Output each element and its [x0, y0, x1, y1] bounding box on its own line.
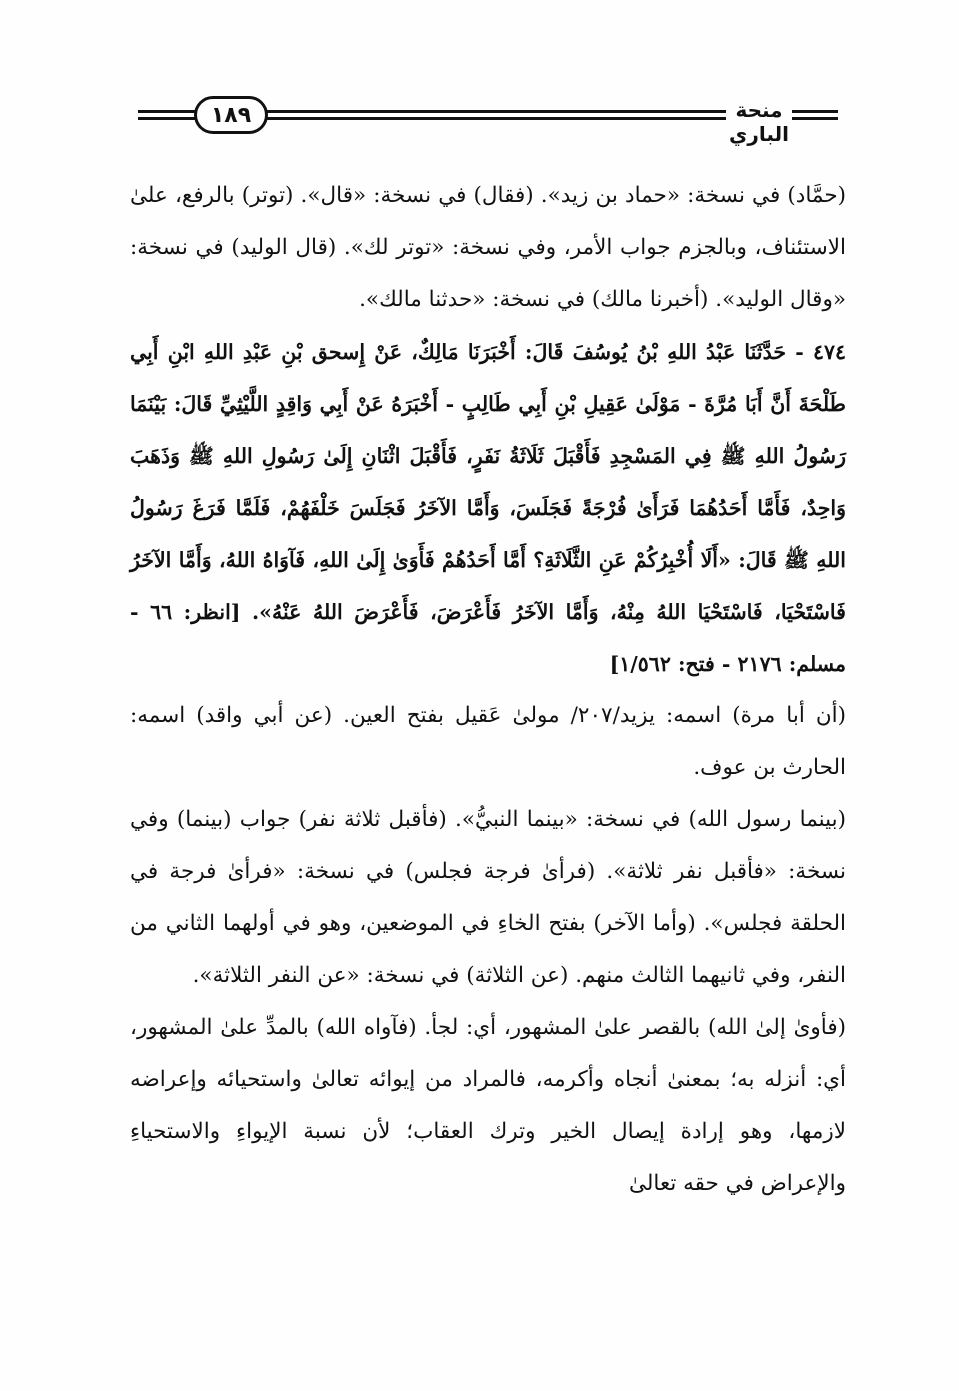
page-header — [138, 92, 838, 146]
page-number-badge — [194, 96, 268, 134]
paragraph-notes-3: (بينما رسول الله) في نسخة: «بينما النبيُّ». (فأقبل ثلاثة نفر) جواب (بينما) وفي نسخة: «فأقبل نفر ثلاثة». (فرأىٰ فرجة فجلس) في نسخة: «فرأىٰ فرجة في الحلقة فجلس». (وأما الآخر) بفتح الخاءِ في الموضعين، وهو في أولهما الثاني من النفر، وفي ثانيهما الثالث منهم. (عن الثلاثة) في نسخة: «عن النفر الثلاثة». — [130, 807, 846, 988]
header-rule-middle — [264, 110, 576, 120]
page-number: ١٨٩ — [210, 102, 252, 128]
header-rule-short — [792, 110, 838, 120]
page-body — [130, 170, 846, 1210]
paragraph-notes-1: (حمَّاد) في نسخة: «حماد بن زيد». (فقال) في نسخة: «قال». (توتر) بالرفع، علىٰ الاستئناف، وبالجزم جواب الأمر، وفي نسخة: «توتر لك». (قال الوليد) في نسخة: «وقال الوليد». (أخبرنا مالك) في نسخة: «حدثنا مالك». — [130, 183, 846, 312]
paragraph-notes-4: (فأوىٰ إلىٰ الله) بالقصر علىٰ المشهور، أي: لجأ. (فآواه الله) بالمدِّ علىٰ المشهور، أي: أنزله به؛ بمعنىٰ أنجاه وأكرمه، فالمراد من إيوائه تعالىٰ واستحيائه وإعراضه لازمها، وهو إرادة إيصال الخير وترك العقاب؛ لأن نسبة الإيواءِ والاستحياءِ والإعراض في حقه تعالىٰ — [130, 1015, 846, 1196]
hadith-text: ٤٧٤ - حَدَّثَنَا عَبْدُ اللهِ بْنُ يُوسُفَ قَالَ: أَخْبَرَنَا مَالِكٌ، عَنْ إِسحق بْنِ عَبْدِ اللهِ ابْنِ أَبِي طَلْحَةَ أَنَّ أَبَا مُرَّةَ - مَوْلَىٰ عَقِيلِ بْنِ أَبِي طَالِبٍ - أَخْبَرَهُ عَنْ أَبِي وَاقِدٍ اللَّيْثِيِّ قَالَ: بَيْنَمَا رَسُولُ اللهِ ﷺ فِي المَسْجِدِ فَأَقْبَلَ ثَلَاثَةُ نَفَرٍ، فَأَقْبَلَ اثْنَانِ إِلَىٰ رَسُولِ اللهِ ﷺ وَذَهَبَ وَاحِدٌ، فَأَمَّا أَحَدُهُمَا فَرَأَىٰ فُرْجَةً فَجَلَسَ، وَأَمَّا الآخَرُ فَجَلَسَ خَلْفَهُمْ، فَلَمَّا فَرَغَ رَسُولُ اللهِ ﷺ قَالَ: «أَلَا أُخْبِرُكُمْ عَنِ الثَّلَاثَةِ؟ أَمَّا أَحَدُهُمْ فَأَوَىٰ إِلَىٰ اللهِ، فَآوَاهُ اللهُ، وَأَمَّا الآخَرُ فَاسْتَحْيَا، فَاسْتَحْيَا اللهُ مِنْهُ، وَأَمَّا الآخَرُ فَأَعْرَضَ، فَأَعْرَضَ اللهُ عَنْهُ». [انظر: ٦٦ - مسلم: ٢١٧٦ - فتح: ١/٥٦٢] — [130, 340, 846, 676]
header-rule-right — [576, 110, 726, 120]
running-title: منحة الباري — [729, 98, 789, 146]
paragraph-notes-2: (أن أبا مرة) اسمه: يزيد/٢٠٧/ مولىٰ عَقيل بفتح العين. (عن أبي واقد) اسمه: الحارث بن عوف. — [130, 703, 846, 780]
header-rule-left — [138, 110, 198, 120]
